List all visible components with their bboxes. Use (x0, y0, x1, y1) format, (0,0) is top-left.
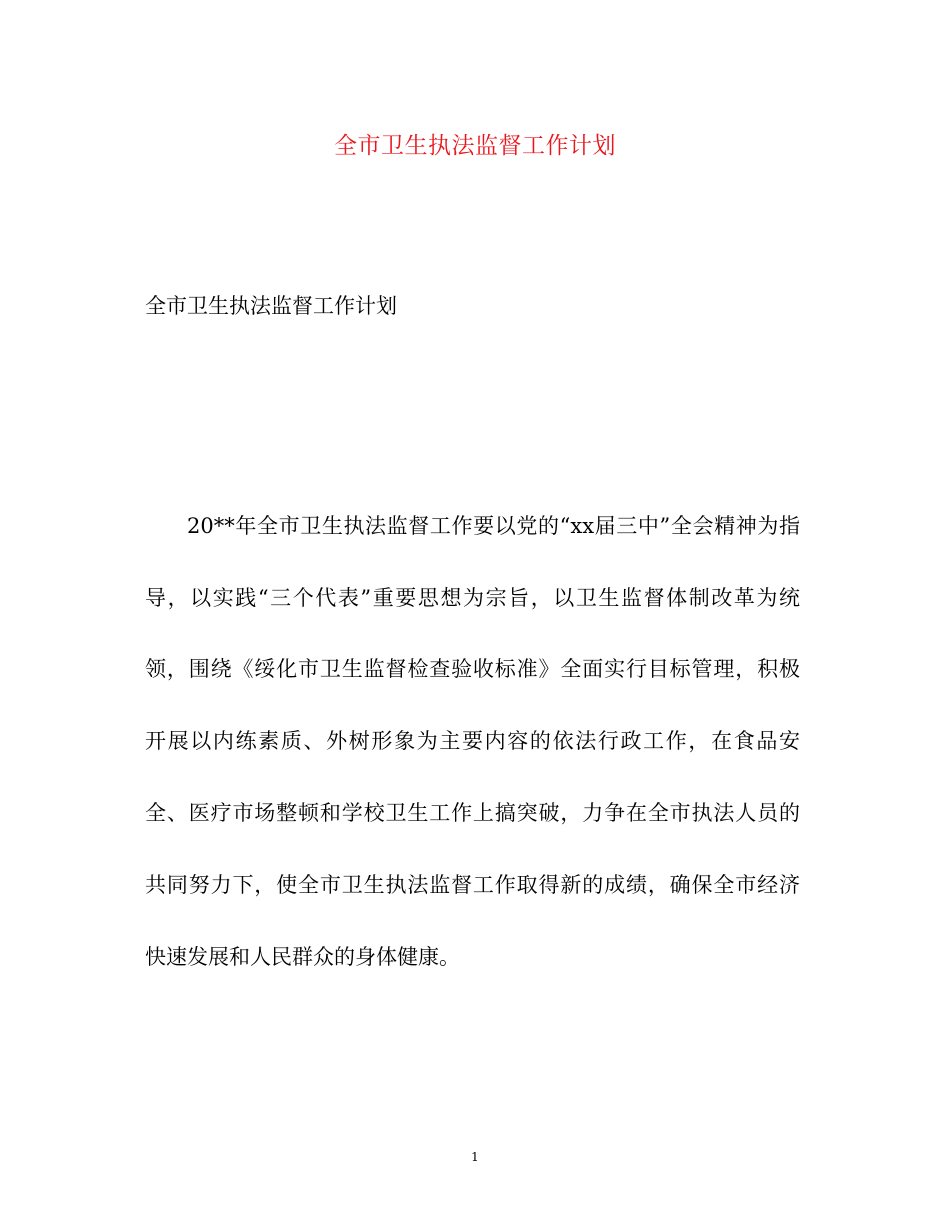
paragraph-line: 20**年全市卫生执法监督工作要以党的“xx届三中”全会精神为指 (187, 514, 800, 538)
document-subtitle: 全市卫生执法监督工作计划 (145, 294, 397, 318)
paragraph-line: 快速发展和人民群众的身体健康。 (145, 945, 460, 969)
paragraph-line: 导，以实践“三个代表”重要思想为宗旨，以卫生监督体制改革为统 (145, 586, 800, 610)
document-title: 全市卫生执法监督工作计划 (334, 133, 616, 159)
paragraph-line: 共同努力下，使全市卫生执法监督工作取得新的成绩，确保全市经济 (145, 873, 800, 897)
paragraph-line: 开展以内练素质、外树形象为主要内容的依法行政工作，在食品安 (145, 729, 800, 753)
page-number: 1 (471, 1150, 479, 1164)
paragraph-line: 领，围绕《绥化市卫生监督检查验收标准》全面实行目标管理，积极 (145, 657, 800, 681)
paragraph-line: 全、医疗市场整顿和学校卫生工作上搞突破，力争在全市执法人员的 (145, 801, 800, 825)
